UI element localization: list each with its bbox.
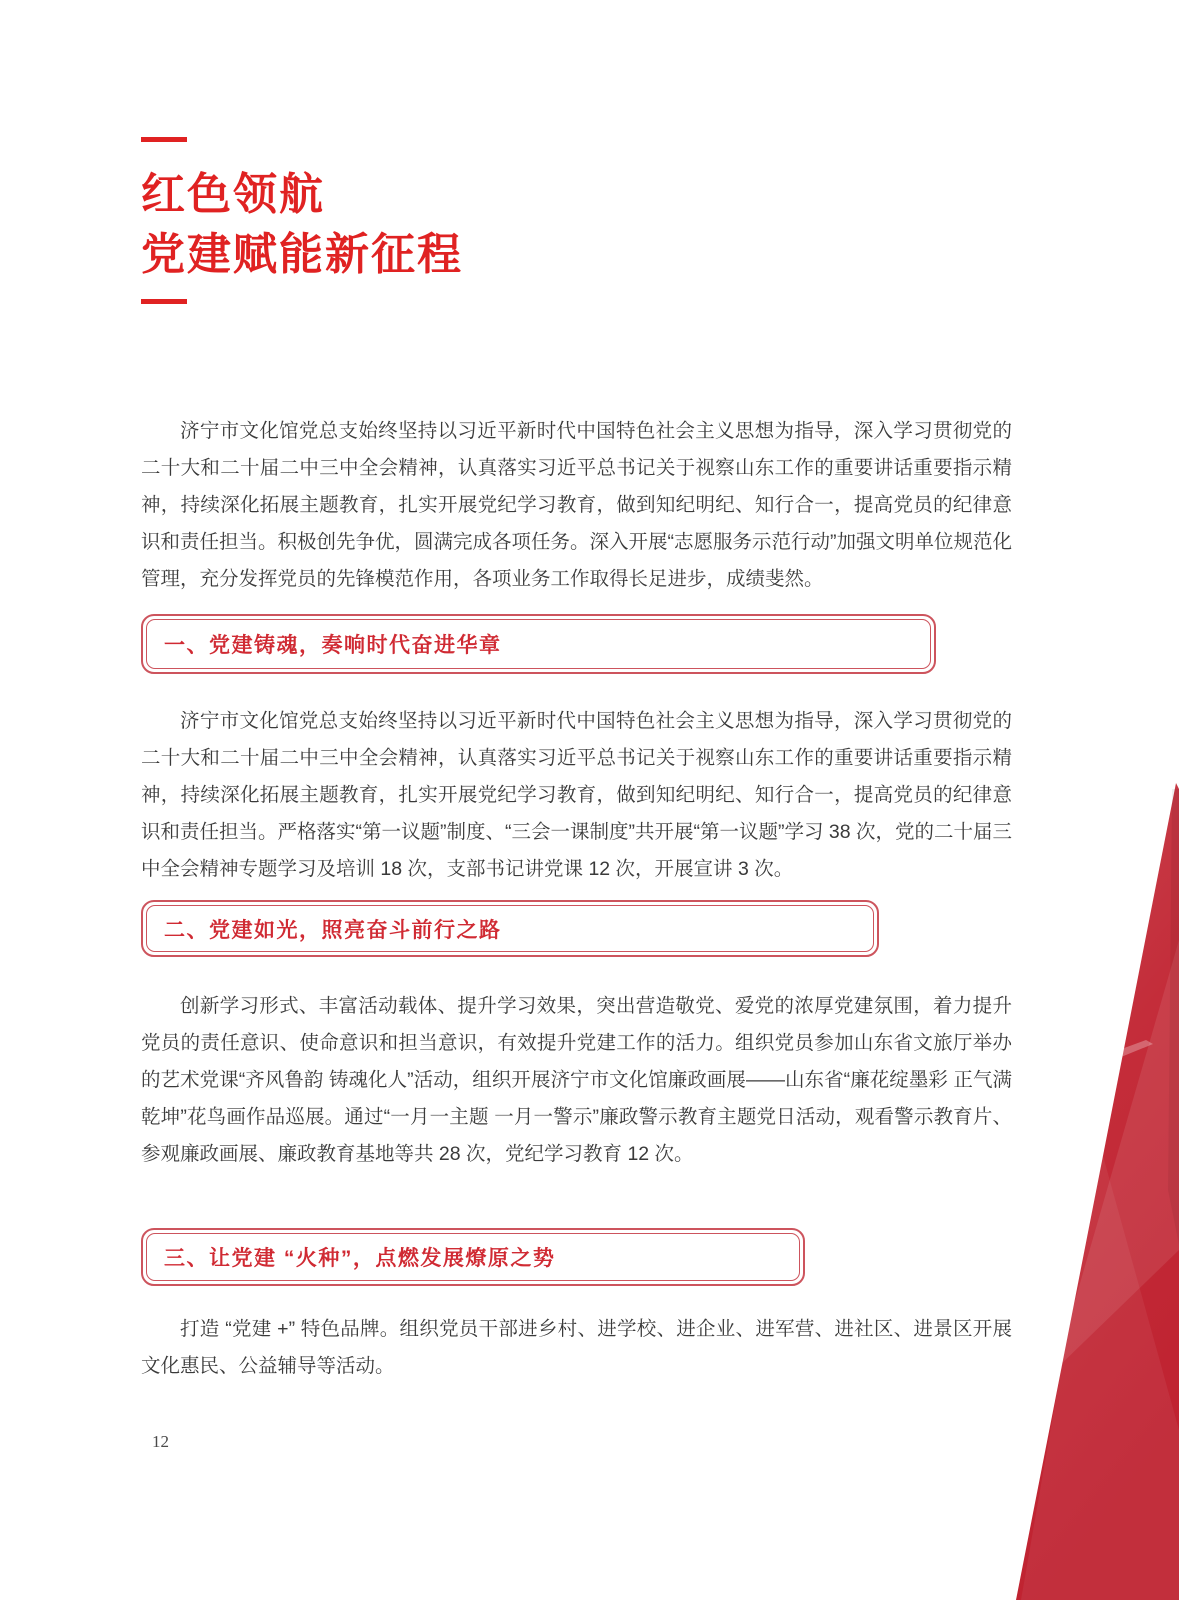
section-3-heading: 三、让党建 “火种”，点燃发展燎原之势 bbox=[164, 1247, 556, 1270]
section-2-heading-inner bbox=[146, 905, 874, 952]
section-3-heading-box bbox=[141, 1228, 805, 1286]
title-block bbox=[141, 137, 463, 304]
page-title-line1: 红色领航 bbox=[141, 170, 325, 219]
section-2-heading: 二、党建如光，照亮奋斗前行之路 bbox=[164, 918, 502, 942]
title-dash-bottom-icon bbox=[141, 299, 187, 304]
section-2-heading-box bbox=[141, 900, 879, 957]
section-2-paragraph: 创新学习形式、丰富活动载体、提升学习效果，突出营造敬党、爱党的浓厚党建氛围，着力提升党员的责任意识、使命意识和担当意识，有效提升党建工作的活力。组织党员参加山东省文旅厅举办的艺术党课“齐风鲁韵 铸魂化人”活动，组织开展济宁市文化馆廉政画展——山东省“廉花绽墨彩 正气满乾坤”花鸟画作品巡展。通过“一月一主题 一月一警示”廉政警示教育主题党日活动，观看警示教育片、参观廉政画展、廉政教育基地等共 28 次，党纪学习教育 12 次。 bbox=[141, 995, 1012, 1165]
section-1-paragraph: 济宁市文化馆党总支始终坚持以习近平新时代中国特色社会主义思想为指导，深入学习贯彻党的二十大和二十届二中三中全会精神，认真落实习近平总书记关于视察山东工作的重要讲话重要指示精神，持续深化拓展主题教育，扎实开展党纪学习教育，做到知纪明纪、知行合一，提高党员的纪律意识和责任担当。严格落实“第一议题”制度、“三会一课制度”共开展“第一议题”学习 38 次，党的二十届三中全会精神专题学习及培训 18 次，支部书记讲党课 12 次，开展宣讲 3 次。 bbox=[141, 710, 1012, 880]
title-dash-top-icon bbox=[141, 137, 187, 142]
intro-paragraph: 济宁市文化馆党总支始终坚持以习近平新时代中国特色社会主义思想为指导，深入学习贯彻党的二十大和二十届二中三中全会精神，认真落实习近平总书记关于视察山东工作的重要讲话重要指示精神，持续深化拓展主题教育，扎实开展党纪学习教育，做到知纪明纪、知行合一，提高党员的纪律意识和责任担当。积极创先争优，圆满完成各项任务。深入开展“志愿服务示范行动”加强文明单位规范化管理，充分发挥党员的先锋模范作用，各项业务工作取得长足进步，成绩斐然。 bbox=[141, 420, 1012, 590]
section-1-heading: 一、党建铸魂，奏响时代奋进华章 bbox=[164, 634, 502, 657]
section-1-heading-inner bbox=[146, 619, 931, 669]
section-1-heading-box bbox=[141, 614, 936, 674]
page-title bbox=[141, 165, 463, 285]
section-3-heading-inner bbox=[146, 1233, 800, 1281]
page-title-line2: 党建赋能新征程 bbox=[141, 230, 463, 279]
page-number: 12 bbox=[152, 1432, 169, 1451]
section-3-paragraph: 打造 “党建 +” 特色品牌。组织党员干部进乡村、进学校、进企业、进军营、进社区、进景区开展文化惠民、公益辅导等活动。 bbox=[141, 1318, 1012, 1377]
